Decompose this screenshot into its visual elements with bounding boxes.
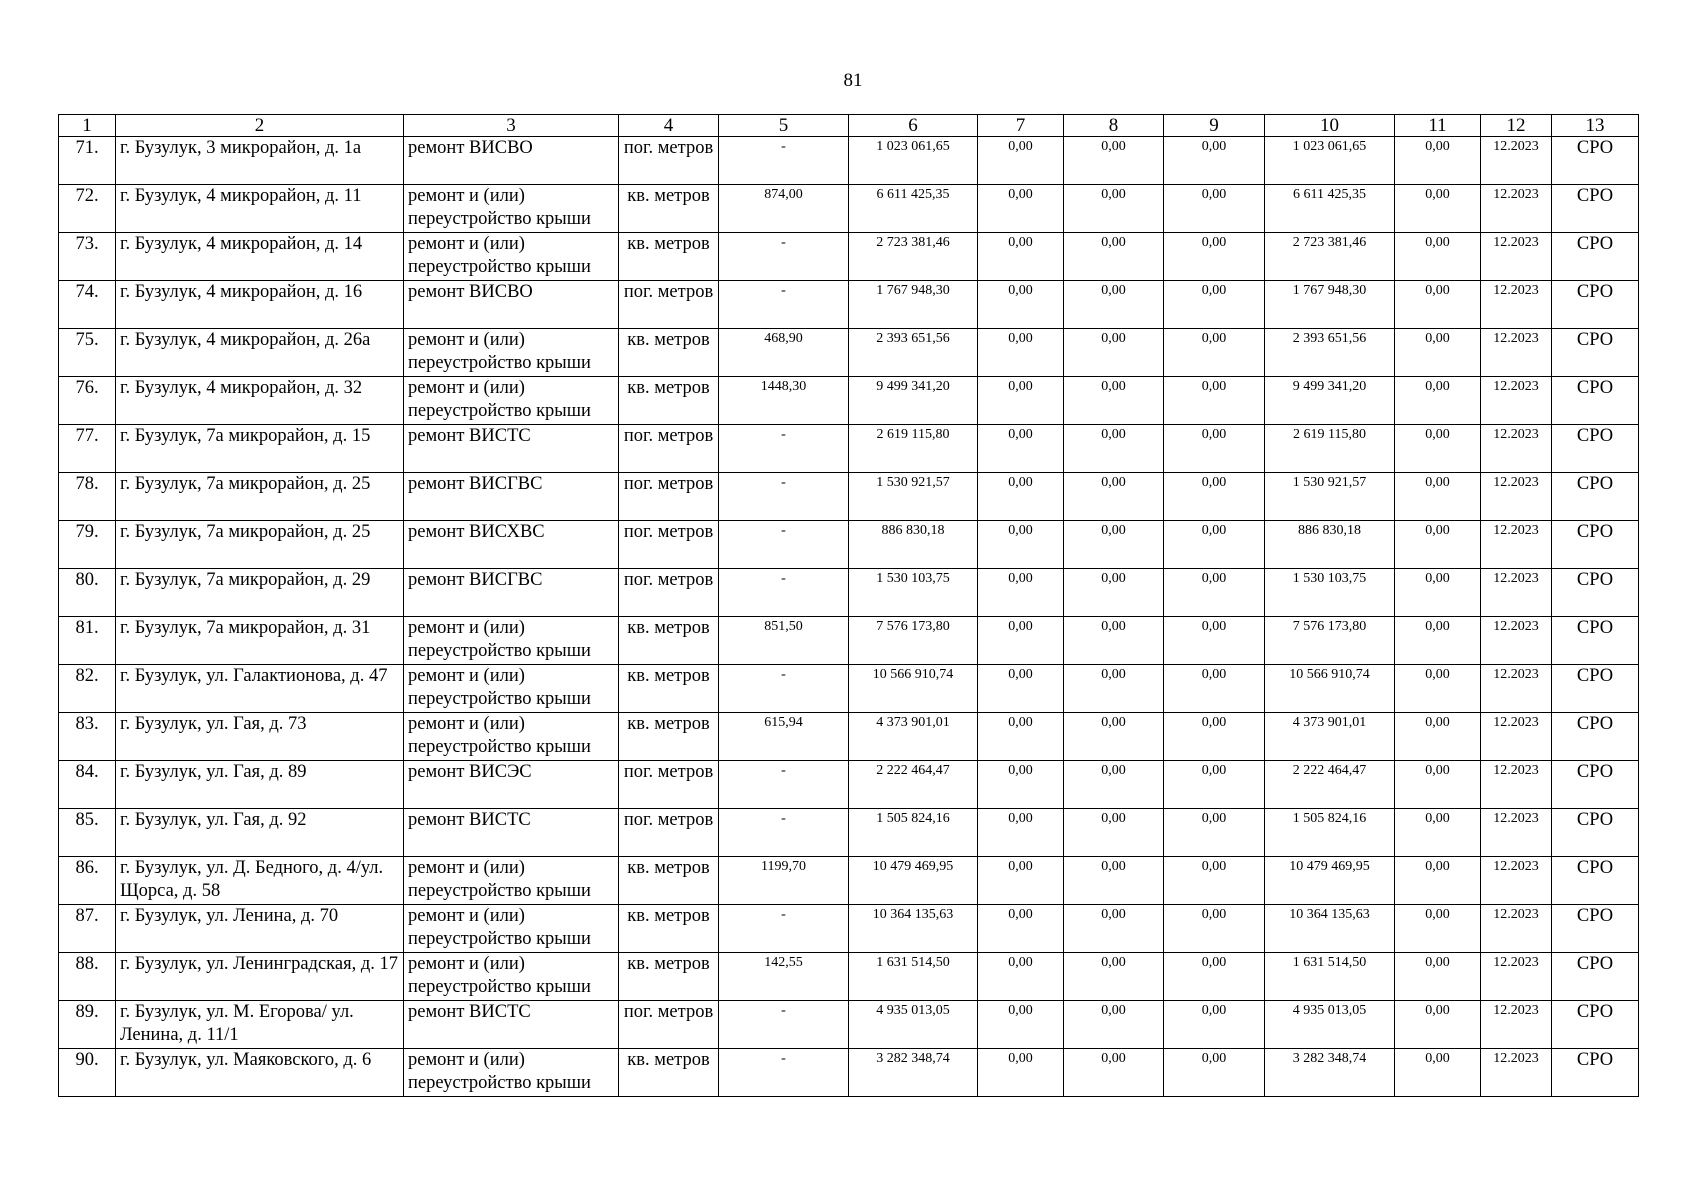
table-row [59,1049,1639,1097]
col8-cell: 0,00 [1064,713,1164,761]
address-cell: г. Бузулук, 4 микрорайон, д. 14 [116,233,404,281]
col8-cell: 0,00 [1064,377,1164,425]
executor-cell: СРО [1552,137,1639,185]
col9-cell: 0,00 [1164,809,1265,857]
column-number-header-row [59,115,1639,137]
col11-cell: 0,00 [1395,185,1481,233]
col6-cell: 10 364 135,63 [849,905,978,953]
page-number: 81 [843,70,863,91]
col7-cell: 0,00 [978,137,1064,185]
col8-cell: 0,00 [1064,233,1164,281]
date-cell: 12.2023 [1481,329,1552,377]
col9-cell: 0,00 [1164,569,1265,617]
work-type-cell: ремонт и (или) переустройство крыши [404,617,619,665]
col5-cell: 874,00 [719,185,849,233]
row-number-cell: 82. [59,665,116,713]
address-cell: г. Бузулук, ул. Ленина, д. 70 [116,905,404,953]
executor-cell: СРО [1552,185,1639,233]
col10-cell: 10 364 135,63 [1265,905,1395,953]
col5-cell: 142,55 [719,953,849,1001]
unit-cell: пог. метров [619,473,719,521]
col11-cell: 0,00 [1395,905,1481,953]
col7-cell: 0,00 [978,473,1064,521]
unit-cell: пог. метров [619,137,719,185]
col8-cell: 0,00 [1064,329,1164,377]
col8-cell: 0,00 [1064,761,1164,809]
unit-cell: пог. метров [619,1001,719,1049]
col7-cell: 0,00 [978,377,1064,425]
col11-cell: 0,00 [1395,1001,1481,1049]
col7-cell: 0,00 [978,1001,1064,1049]
table-row [59,521,1639,569]
address-cell: г. Бузулук, ул. Маяковского, д. 6 [116,1049,404,1097]
col7-cell: 0,00 [978,617,1064,665]
col9-cell: 0,00 [1164,137,1265,185]
column-header-7: 7 [978,115,1064,137]
col9-cell: 0,00 [1164,617,1265,665]
executor-cell: СРО [1552,905,1639,953]
date-cell: 12.2023 [1481,905,1552,953]
col10-cell: 1 767 948,30 [1265,281,1395,329]
column-header-11: 11 [1395,115,1481,137]
col8-cell: 0,00 [1064,1049,1164,1097]
address-cell: г. Бузулук, 7а микрорайон, д. 29 [116,569,404,617]
date-cell: 12.2023 [1481,473,1552,521]
col10-cell: 3 282 348,74 [1265,1049,1395,1097]
col10-cell: 2 723 381,46 [1265,233,1395,281]
col7-cell: 0,00 [978,665,1064,713]
col10-cell: 2 619 115,80 [1265,425,1395,473]
col10-cell: 2 222 464,47 [1265,761,1395,809]
col6-cell: 2 619 115,80 [849,425,978,473]
column-header-8: 8 [1064,115,1164,137]
executor-cell: СРО [1552,569,1639,617]
address-cell: г. Бузулук, 4 микрорайон, д. 26а [116,329,404,377]
column-header-2: 2 [116,115,404,137]
row-number-cell: 78. [59,473,116,521]
col7-cell: 0,00 [978,521,1064,569]
col5-cell: - [719,761,849,809]
col11-cell: 0,00 [1395,425,1481,473]
col8-cell: 0,00 [1064,425,1164,473]
date-cell: 12.2023 [1481,377,1552,425]
col8-cell: 0,00 [1064,521,1164,569]
col9-cell: 0,00 [1164,233,1265,281]
col8-cell: 0,00 [1064,281,1164,329]
unit-cell: кв. метров [619,185,719,233]
col10-cell: 6 611 425,35 [1265,185,1395,233]
repair-schedule-table [58,114,1639,1097]
work-type-cell: ремонт и (или) переустройство крыши [404,905,619,953]
row-number-cell: 71. [59,137,116,185]
col10-cell: 4 935 013,05 [1265,1001,1395,1049]
col7-cell: 0,00 [978,713,1064,761]
executor-cell: СРО [1552,521,1639,569]
col5-cell: - [719,425,849,473]
col5-cell: 851,50 [719,617,849,665]
col6-cell: 1 530 103,75 [849,569,978,617]
address-cell: г. Бузулук, 7а микрорайон, д. 25 [116,521,404,569]
row-number-cell: 74. [59,281,116,329]
col8-cell: 0,00 [1064,473,1164,521]
executor-cell: СРО [1552,713,1639,761]
col9-cell: 0,00 [1164,281,1265,329]
date-cell: 12.2023 [1481,665,1552,713]
col11-cell: 0,00 [1395,521,1481,569]
col7-cell: 0,00 [978,425,1064,473]
col9-cell: 0,00 [1164,713,1265,761]
executor-cell: СРО [1552,329,1639,377]
address-cell: г. Бузулук, 7а микрорайон, д. 25 [116,473,404,521]
col8-cell: 0,00 [1064,569,1164,617]
table-row [59,617,1639,665]
col10-cell: 886 830,18 [1265,521,1395,569]
col8-cell: 0,00 [1064,137,1164,185]
date-cell: 12.2023 [1481,569,1552,617]
row-number-cell: 86. [59,857,116,905]
col10-cell: 1 505 824,16 [1265,809,1395,857]
col6-cell: 1 631 514,50 [849,953,978,1001]
table-row [59,233,1639,281]
col10-cell: 9 499 341,20 [1265,377,1395,425]
col9-cell: 0,00 [1164,329,1265,377]
unit-cell: кв. метров [619,713,719,761]
executor-cell: СРО [1552,761,1639,809]
col6-cell: 2 723 381,46 [849,233,978,281]
col9-cell: 0,00 [1164,905,1265,953]
col6-cell: 886 830,18 [849,521,978,569]
date-cell: 12.2023 [1481,761,1552,809]
column-header-12: 12 [1481,115,1552,137]
address-cell: г. Бузулук, ул. Гая, д. 89 [116,761,404,809]
address-cell: г. Бузулук, ул. Галактионова, д. 47 [116,665,404,713]
col5-cell: - [719,473,849,521]
row-number-cell: 84. [59,761,116,809]
col8-cell: 0,00 [1064,617,1164,665]
row-number-cell: 87. [59,905,116,953]
col5-cell: 468,90 [719,329,849,377]
col5-cell: - [719,569,849,617]
col10-cell: 2 393 651,56 [1265,329,1395,377]
col11-cell: 0,00 [1395,761,1481,809]
col10-cell: 10 566 910,74 [1265,665,1395,713]
date-cell: 12.2023 [1481,713,1552,761]
col11-cell: 0,00 [1395,617,1481,665]
work-type-cell: ремонт и (или) переустройство крыши [404,233,619,281]
col9-cell: 0,00 [1164,521,1265,569]
date-cell: 12.2023 [1481,1001,1552,1049]
col6-cell: 1 023 061,65 [849,137,978,185]
col7-cell: 0,00 [978,857,1064,905]
address-cell: г. Бузулук, ул. Д. Бедного, д. 4/ул. Щорса, д. 58 [116,857,404,905]
unit-cell: кв. метров [619,857,719,905]
col8-cell: 0,00 [1064,809,1164,857]
work-type-cell: ремонт ВИСВО [404,137,619,185]
col6-cell: 4 935 013,05 [849,1001,978,1049]
col5-cell: - [719,233,849,281]
column-header-3: 3 [404,115,619,137]
col5-cell: - [719,1001,849,1049]
col5-cell: - [719,665,849,713]
executor-cell: СРО [1552,233,1639,281]
col11-cell: 0,00 [1395,233,1481,281]
col5-cell: - [719,137,849,185]
unit-cell: кв. метров [619,233,719,281]
column-header-13: 13 [1552,115,1639,137]
col5-cell: 1448,30 [719,377,849,425]
col9-cell: 0,00 [1164,665,1265,713]
address-cell: г. Бузулук, ул. Ленинградская, д. 17 [116,953,404,1001]
address-cell: г. Бузулук, ул. М. Егорова/ ул. Ленина, д. 11/1 [116,1001,404,1049]
table-row [59,857,1639,905]
column-header-5: 5 [719,115,849,137]
unit-cell: пог. метров [619,425,719,473]
col5-cell: - [719,281,849,329]
table-row [59,953,1639,1001]
col6-cell: 10 479 469,95 [849,857,978,905]
col7-cell: 0,00 [978,761,1064,809]
col11-cell: 0,00 [1395,281,1481,329]
col11-cell: 0,00 [1395,809,1481,857]
table-row [59,665,1639,713]
date-cell: 12.2023 [1481,137,1552,185]
col6-cell: 6 611 425,35 [849,185,978,233]
row-number-cell: 79. [59,521,116,569]
col7-cell: 0,00 [978,569,1064,617]
address-cell: г. Бузулук, 3 микрорайон, д. 1а [116,137,404,185]
row-number-cell: 81. [59,617,116,665]
executor-cell: СРО [1552,281,1639,329]
date-cell: 12.2023 [1481,233,1552,281]
col11-cell: 0,00 [1395,569,1481,617]
executor-cell: СРО [1552,1049,1639,1097]
row-number-cell: 72. [59,185,116,233]
col9-cell: 0,00 [1164,761,1265,809]
unit-cell: пог. метров [619,809,719,857]
work-type-cell: ремонт и (или) переустройство крыши [404,713,619,761]
row-number-cell: 88. [59,953,116,1001]
col7-cell: 0,00 [978,329,1064,377]
executor-cell: СРО [1552,1001,1639,1049]
col8-cell: 0,00 [1064,665,1164,713]
date-cell: 12.2023 [1481,1049,1552,1097]
unit-cell: кв. метров [619,665,719,713]
column-header-1: 1 [59,115,116,137]
col6-cell: 1 505 824,16 [849,809,978,857]
col7-cell: 0,00 [978,953,1064,1001]
col11-cell: 0,00 [1395,473,1481,521]
unit-cell: кв. метров [619,617,719,665]
col8-cell: 0,00 [1064,953,1164,1001]
col11-cell: 0,00 [1395,137,1481,185]
col11-cell: 0,00 [1395,713,1481,761]
unit-cell: кв. метров [619,1049,719,1097]
col6-cell: 9 499 341,20 [849,377,978,425]
work-type-cell: ремонт ВИСГВС [404,473,619,521]
executor-cell: СРО [1552,857,1639,905]
table-row [59,377,1639,425]
work-type-cell: ремонт и (или) переустройство крыши [404,953,619,1001]
executor-cell: СРО [1552,425,1639,473]
date-cell: 12.2023 [1481,953,1552,1001]
col11-cell: 0,00 [1395,665,1481,713]
unit-cell: кв. метров [619,377,719,425]
col10-cell: 4 373 901,01 [1265,713,1395,761]
col8-cell: 0,00 [1064,185,1164,233]
col8-cell: 0,00 [1064,857,1164,905]
row-number-cell: 85. [59,809,116,857]
table-row [59,425,1639,473]
col9-cell: 0,00 [1164,425,1265,473]
address-cell: г. Бузулук, 4 микрорайон, д. 11 [116,185,404,233]
work-type-cell: ремонт и (или) переустройство крыши [404,1049,619,1097]
work-type-cell: ремонт и (или) переустройство крыши [404,665,619,713]
unit-cell: кв. метров [619,905,719,953]
column-header-4: 4 [619,115,719,137]
unit-cell: пог. метров [619,281,719,329]
unit-cell: кв. метров [619,953,719,1001]
col6-cell: 7 576 173,80 [849,617,978,665]
col9-cell: 0,00 [1164,1001,1265,1049]
col5-cell: 1199,70 [719,857,849,905]
table-row [59,281,1639,329]
col10-cell: 1 530 103,75 [1265,569,1395,617]
table-row [59,185,1639,233]
col9-cell: 0,00 [1164,857,1265,905]
row-number-cell: 89. [59,1001,116,1049]
unit-cell: пог. метров [619,521,719,569]
date-cell: 12.2023 [1481,857,1552,905]
col6-cell: 1 530 921,57 [849,473,978,521]
col10-cell: 1 530 921,57 [1265,473,1395,521]
unit-cell: пог. метров [619,761,719,809]
table-row [59,137,1639,185]
col11-cell: 0,00 [1395,329,1481,377]
col9-cell: 0,00 [1164,953,1265,1001]
date-cell: 12.2023 [1481,617,1552,665]
table-row [59,905,1639,953]
work-type-cell: ремонт и (или) переустройство крыши [404,329,619,377]
address-cell: г. Бузулук, 4 микрорайон, д. 32 [116,377,404,425]
col7-cell: 0,00 [978,905,1064,953]
table-row [59,809,1639,857]
executor-cell: СРО [1552,809,1639,857]
row-number-cell: 83. [59,713,116,761]
col5-cell: 615,94 [719,713,849,761]
col10-cell: 1 631 514,50 [1265,953,1395,1001]
row-number-cell: 75. [59,329,116,377]
address-cell: г. Бузулук, ул. Гая, д. 92 [116,809,404,857]
executor-cell: СРО [1552,665,1639,713]
col7-cell: 0,00 [978,281,1064,329]
col7-cell: 0,00 [978,185,1064,233]
table-row [59,713,1639,761]
row-number-cell: 76. [59,377,116,425]
executor-cell: СРО [1552,617,1639,665]
col9-cell: 0,00 [1164,1049,1265,1097]
address-cell: г. Бузулук, 7а микрорайон, д. 31 [116,617,404,665]
executor-cell: СРО [1552,473,1639,521]
unit-cell: кв. метров [619,329,719,377]
col11-cell: 0,00 [1395,857,1481,905]
col10-cell: 1 023 061,65 [1265,137,1395,185]
table-row [59,569,1639,617]
col5-cell: - [719,905,849,953]
row-number-cell: 73. [59,233,116,281]
date-cell: 12.2023 [1481,521,1552,569]
col6-cell: 4 373 901,01 [849,713,978,761]
col6-cell: 2 222 464,47 [849,761,978,809]
row-number-cell: 80. [59,569,116,617]
col6-cell: 10 566 910,74 [849,665,978,713]
date-cell: 12.2023 [1481,425,1552,473]
col8-cell: 0,00 [1064,1001,1164,1049]
work-type-cell: ремонт и (или) переустройство крыши [404,185,619,233]
col8-cell: 0,00 [1064,905,1164,953]
executor-cell: СРО [1552,953,1639,1001]
column-header-6: 6 [849,115,978,137]
col10-cell: 7 576 173,80 [1265,617,1395,665]
table-row [59,1001,1639,1049]
col11-cell: 0,00 [1395,377,1481,425]
col10-cell: 10 479 469,95 [1265,857,1395,905]
col9-cell: 0,00 [1164,377,1265,425]
work-type-cell: ремонт ВИСВО [404,281,619,329]
col5-cell: - [719,809,849,857]
col9-cell: 0,00 [1164,473,1265,521]
table-row [59,329,1639,377]
address-cell: г. Бузулук, ул. Гая, д. 73 [116,713,404,761]
col6-cell: 2 393 651,56 [849,329,978,377]
work-type-cell: ремонт ВИСЭС [404,761,619,809]
date-cell: 12.2023 [1481,281,1552,329]
col7-cell: 0,00 [978,809,1064,857]
col7-cell: 0,00 [978,1049,1064,1097]
address-cell: г. Бузулук, 7а микрорайон, д. 15 [116,425,404,473]
col7-cell: 0,00 [978,233,1064,281]
work-type-cell: ремонт ВИСТС [404,425,619,473]
row-number-cell: 77. [59,425,116,473]
date-cell: 12.2023 [1481,809,1552,857]
work-type-cell: ремонт ВИСТС [404,809,619,857]
col5-cell: - [719,1049,849,1097]
col9-cell: 0,00 [1164,185,1265,233]
work-type-cell: ремонт ВИСГВС [404,569,619,617]
work-type-cell: ремонт и (или) переустройство крыши [404,377,619,425]
col6-cell: 3 282 348,74 [849,1049,978,1097]
date-cell: 12.2023 [1481,185,1552,233]
col11-cell: 0,00 [1395,953,1481,1001]
table-row [59,761,1639,809]
work-type-cell: ремонт ВИСТС [404,1001,619,1049]
address-cell: г. Бузулук, 4 микрорайон, д. 16 [116,281,404,329]
column-header-9: 9 [1164,115,1265,137]
col11-cell: 0,00 [1395,1049,1481,1097]
executor-cell: СРО [1552,377,1639,425]
col5-cell: - [719,521,849,569]
column-header-10: 10 [1265,115,1395,137]
row-number-cell: 90. [59,1049,116,1097]
work-type-cell: ремонт ВИСХВС [404,521,619,569]
unit-cell: пог. метров [619,569,719,617]
col6-cell: 1 767 948,30 [849,281,978,329]
work-type-cell: ремонт и (или) переустройство крыши [404,857,619,905]
table-row [59,473,1639,521]
